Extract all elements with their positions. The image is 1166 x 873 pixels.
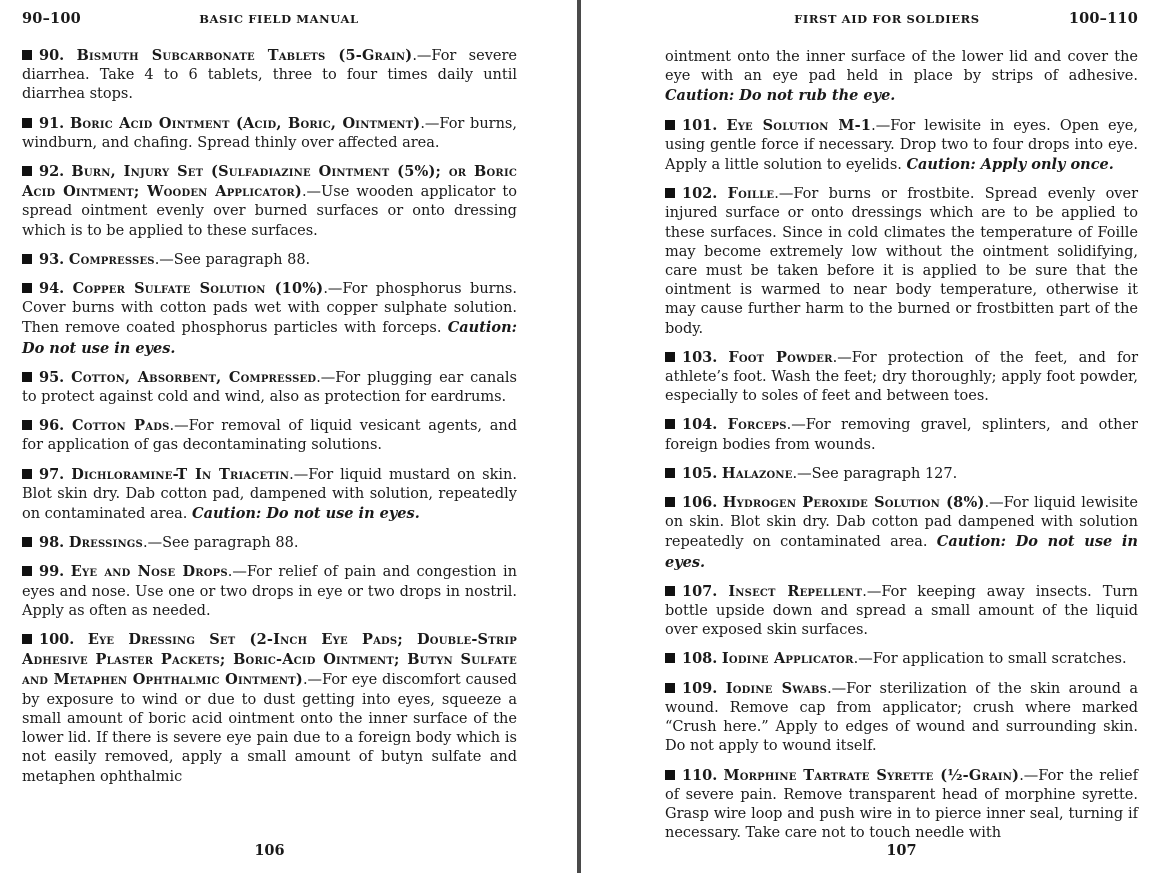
paragraph-number: 92.: [39, 163, 65, 181]
paragraph-entry: [665, 679, 1138, 757]
paragraph-number: 97.: [39, 465, 65, 483]
paragraph-number: 100.: [39, 631, 75, 649]
paragraph-entry: [22, 250, 517, 270]
left-running-title: BASIC FIELD MANUAL: [199, 12, 359, 26]
square-bullet-icon: [22, 283, 32, 293]
square-bullet-icon: [665, 770, 675, 780]
square-bullet-icon: [22, 537, 32, 547]
paragraph-title: Cotton Pads: [71, 417, 170, 435]
continued-caution: Caution: Do not rub the eye.: [664, 87, 896, 105]
paragraph-entry: [22, 279, 517, 359]
paragraph-number: 110.: [681, 766, 718, 784]
paragraph-number: 101.: [681, 116, 718, 134]
paragraph-number: 95.: [39, 368, 65, 386]
paragraph-title: Foille: [727, 185, 775, 203]
paragraph-body: .—See paragraph 88.: [154, 251, 311, 268]
paragraph-number: 94.: [39, 280, 65, 298]
right-running-head: [665, 10, 1138, 46]
left-paragraph-list: [22, 46, 517, 787]
paragraph-entry: [665, 493, 1138, 573]
paragraph-title: Compresses: [68, 250, 155, 268]
paragraph-body: .—For keeping away insects. Turn bottle upside down and spread a small amount of the liquid over exposed skin surfaces.: [664, 583, 1138, 639]
paragraph-number: 102.: [681, 185, 718, 203]
paragraph-body: .—For the relief of severe pain. Remove transparent head of morphine syrette. Grasp wire loop and push wire in to pierce inner seal, turning if necessary. Take care not to touch needle with: [664, 767, 1138, 842]
paragraph-entry: [665, 766, 1138, 844]
paragraph-title: Dressings: [68, 534, 143, 552]
paragraph-entry: [22, 630, 517, 787]
paragraph-number: 98.: [39, 534, 65, 552]
left-page-number: 106: [254, 842, 285, 859]
paragraph-entry: [665, 582, 1138, 641]
paragraph-number: 90.: [39, 47, 65, 64]
paragraph-body: .—For sterilization of the skin around a wound. Remove cap from applicator; crush where marked “Crush here.” Apply to edges of wound and surrounding skin. Do not apply to wound itself.: [664, 680, 1138, 755]
square-bullet-icon: [665, 497, 675, 507]
paragraph-number: 107.: [681, 582, 718, 600]
square-bullet-icon: [22, 166, 32, 176]
continued-body: ointment onto the inner surface of the lower lid and cover the eye with an eye pad held in place by strips of adhesive.: [664, 49, 1138, 85]
right-paragraph-list: [665, 116, 1138, 844]
paragraph-entry: [665, 116, 1138, 176]
paragraph-body: .—For lewisite in eyes. Open eye, using gentle force if necessary. Drop two to four drops into eye. Apply a little solution to eyelids.: [664, 117, 1139, 174]
paragraph-entry: [22, 533, 517, 553]
paragraph-title: Bismuth Subcarbonate Tablets (5-Grain): [76, 47, 413, 64]
square-bullet-icon: [665, 352, 675, 362]
paragraph-number: 93.: [39, 250, 65, 268]
caution-note: Caution: Apply only once.: [906, 156, 1114, 174]
paragraph-body: .—For plugging ear canals to protect against cold and wind, also as protection for eardrums.: [22, 369, 517, 406]
square-bullet-icon: [22, 420, 32, 430]
caution-note: Caution: Do not use in eyes.: [664, 533, 1138, 571]
paragraph-body: .—For removing gravel, splinters, and other foreign bodies from wounds.: [664, 417, 1138, 453]
paragraph-title: Iodine Swabs: [725, 679, 828, 697]
paragraph-body: .—For relief of pain and congestion in eyes and nose. Use one or two drops in eye or two drops in nostril. Apply as often as needed.: [22, 564, 517, 619]
square-bullet-icon: [665, 468, 675, 478]
paragraph-number: 91.: [39, 114, 65, 132]
paragraph-body: .—For phosphorus burns. Cover burns with cotton pads wet with copper sulphate solution. Then remove coated phosphorus particles with forceps.: [22, 281, 517, 337]
left-running-head: [22, 10, 517, 46]
paragraph-title: Morphine Tartrate Syrette (½-Grain): [723, 766, 1020, 784]
paragraph-title: Dichloramine-T In Triacetin: [71, 465, 290, 483]
paragraph-body: .—For removal of liquid vesicant agents, and for application of gas decontaminating solutions.: [22, 418, 517, 454]
paragraph-body: .—See paragraph 127.: [792, 465, 958, 482]
paragraph-entry: [665, 415, 1138, 454]
square-bullet-icon: [22, 634, 32, 644]
paragraph-number: 108.: [681, 650, 718, 668]
square-bullet-icon: [665, 683, 675, 693]
square-bullet-icon: [665, 188, 675, 198]
paragraph-number: 99.: [39, 563, 65, 581]
paragraph-body: .—See paragraph 88.: [142, 535, 299, 552]
square-bullet-icon: [665, 120, 675, 130]
paragraph-number: 109.: [681, 679, 718, 697]
paragraph-title: Boric Acid Ointment (Acid, Boric, Ointment): [69, 114, 421, 132]
square-bullet-icon: [22, 372, 32, 382]
paragraph-body: .—For liquid mustard on skin. Blot skin dry. Dab cotton pad, dampened with solution, repeatedly on contaminated area.: [22, 466, 517, 523]
paragraph-title: Halazone: [721, 464, 793, 482]
paragraph-title: Forceps: [727, 416, 787, 434]
paragraph-title: Copper Sulfate Solution (10%): [72, 280, 324, 298]
right-page-number: 107: [886, 842, 917, 859]
left-paragraph-range: 90–100: [22, 10, 81, 27]
paragraph-title: Hydrogen Peroxide Solution (8%): [722, 494, 985, 512]
paragraph-entry: [22, 114, 517, 153]
caution-note: Caution: Do not use in eyes.: [22, 319, 517, 357]
square-bullet-icon: [665, 653, 675, 663]
paragraph-entry: [22, 416, 517, 455]
paragraph-number: 106.: [681, 494, 718, 512]
left-page: [0, 0, 577, 873]
paragraph-entry: [22, 465, 517, 525]
paragraph-title: Eye Dressing Set (2-Inch Eye Pads; Double-Strip Adhesive Plaster Packets; Boric-Acid Ointment; Butyn Sulfate and Metaphen Ophthalmic Ointment): [22, 631, 517, 689]
paragraph-number: 104.: [681, 416, 718, 434]
square-bullet-icon: [22, 254, 32, 264]
paragraph-body: .—For eye discomfort caused by exposure to wind or due to dust getting into eyes, squeeze a small amount of boric acid ointment onto the inner surface of the lower lid. If there is severe eye pain due to a foreign body which is not easily removed, apply a small amount of butyn sulfate and metaphen ophthalmic: [22, 672, 517, 785]
paragraph-entry: [665, 464, 1138, 484]
paragraph-number: 105.: [681, 464, 718, 482]
paragraph-entry: [22, 562, 517, 621]
paragraph-entry: [665, 649, 1138, 669]
continued-paragraph: [665, 48, 1138, 107]
paragraph-entry: [665, 348, 1138, 407]
square-bullet-icon: [22, 118, 32, 128]
paragraph-entry: [22, 368, 517, 407]
paragraph-entry: [22, 162, 517, 241]
square-bullet-icon: [22, 50, 32, 60]
square-bullet-icon: [665, 586, 675, 596]
square-bullet-icon: [22, 566, 32, 576]
paragraph-entry: [665, 184, 1138, 339]
paragraph-title: Insect Repellent: [728, 582, 863, 600]
paragraph-title: Cotton, Absorbent, Compressed: [71, 368, 317, 386]
paragraph-title: Eye Solution M-1: [726, 116, 872, 134]
right-paragraph-range: 100–110: [1068, 10, 1138, 27]
paragraph-title: Eye and Nose Drops: [70, 563, 228, 581]
paragraph-number: 103.: [681, 348, 718, 366]
paragraph-body: .—For liquid lewisite on skin. Blot skin dry. Dab cotton pad dampened with solution repeatedly on contaminated area.: [664, 495, 1139, 551]
right-page: [581, 0, 1166, 873]
paragraph-body: .—For application to small scratches.: [853, 651, 1127, 668]
caution-note: Caution: Do not use in eyes.: [192, 505, 420, 523]
paragraph-title: Iodine Applicator: [721, 650, 854, 668]
paragraph-title: Foot Powder: [728, 348, 833, 366]
paragraph-number: 96.: [39, 417, 65, 435]
paragraph-body: .—For protection of the feet, and for athlete’s foot. Wash the feet; dry thoroughly; apply foot powder, especially to soles of feet and between toes.: [664, 349, 1138, 405]
paragraph-entry: [22, 46, 517, 105]
paragraph-title: Burn, Injury Set (Sulfadiazine Ointment (5%); or Boric Acid Ointment; Wooden Applicator): [22, 163, 517, 201]
right-running-title: FIRST AID FOR SOLDIERS: [794, 12, 980, 26]
square-bullet-icon: [665, 419, 675, 429]
paragraph-body: .—For burns, windburn, and chafing. Spread thinly over affected area.: [22, 115, 517, 151]
square-bullet-icon: [22, 469, 32, 479]
paragraph-body: .—For burns or frostbite. Spread evenly over injured surface or onto dressings which are to be applied to these surfaces. Since in cold climates the temperature of Foille may become extremely low without the ointment solidifying, care must be taken before it is applied to be sure that the ointment is warmed to near body temperature, otherwise it may cause further harm to the burned or frostbitten part of the body.: [664, 186, 1139, 337]
paragraph-body: .—Use wooden applicator to spread ointment evenly over burned surfaces or onto dressing which is to be applied to these surfaces.: [22, 184, 517, 239]
paragraph-body: .—For severe diarrhea. Take 4 to 6 tablets, three to four times daily until diarrhea stops.: [22, 48, 517, 103]
